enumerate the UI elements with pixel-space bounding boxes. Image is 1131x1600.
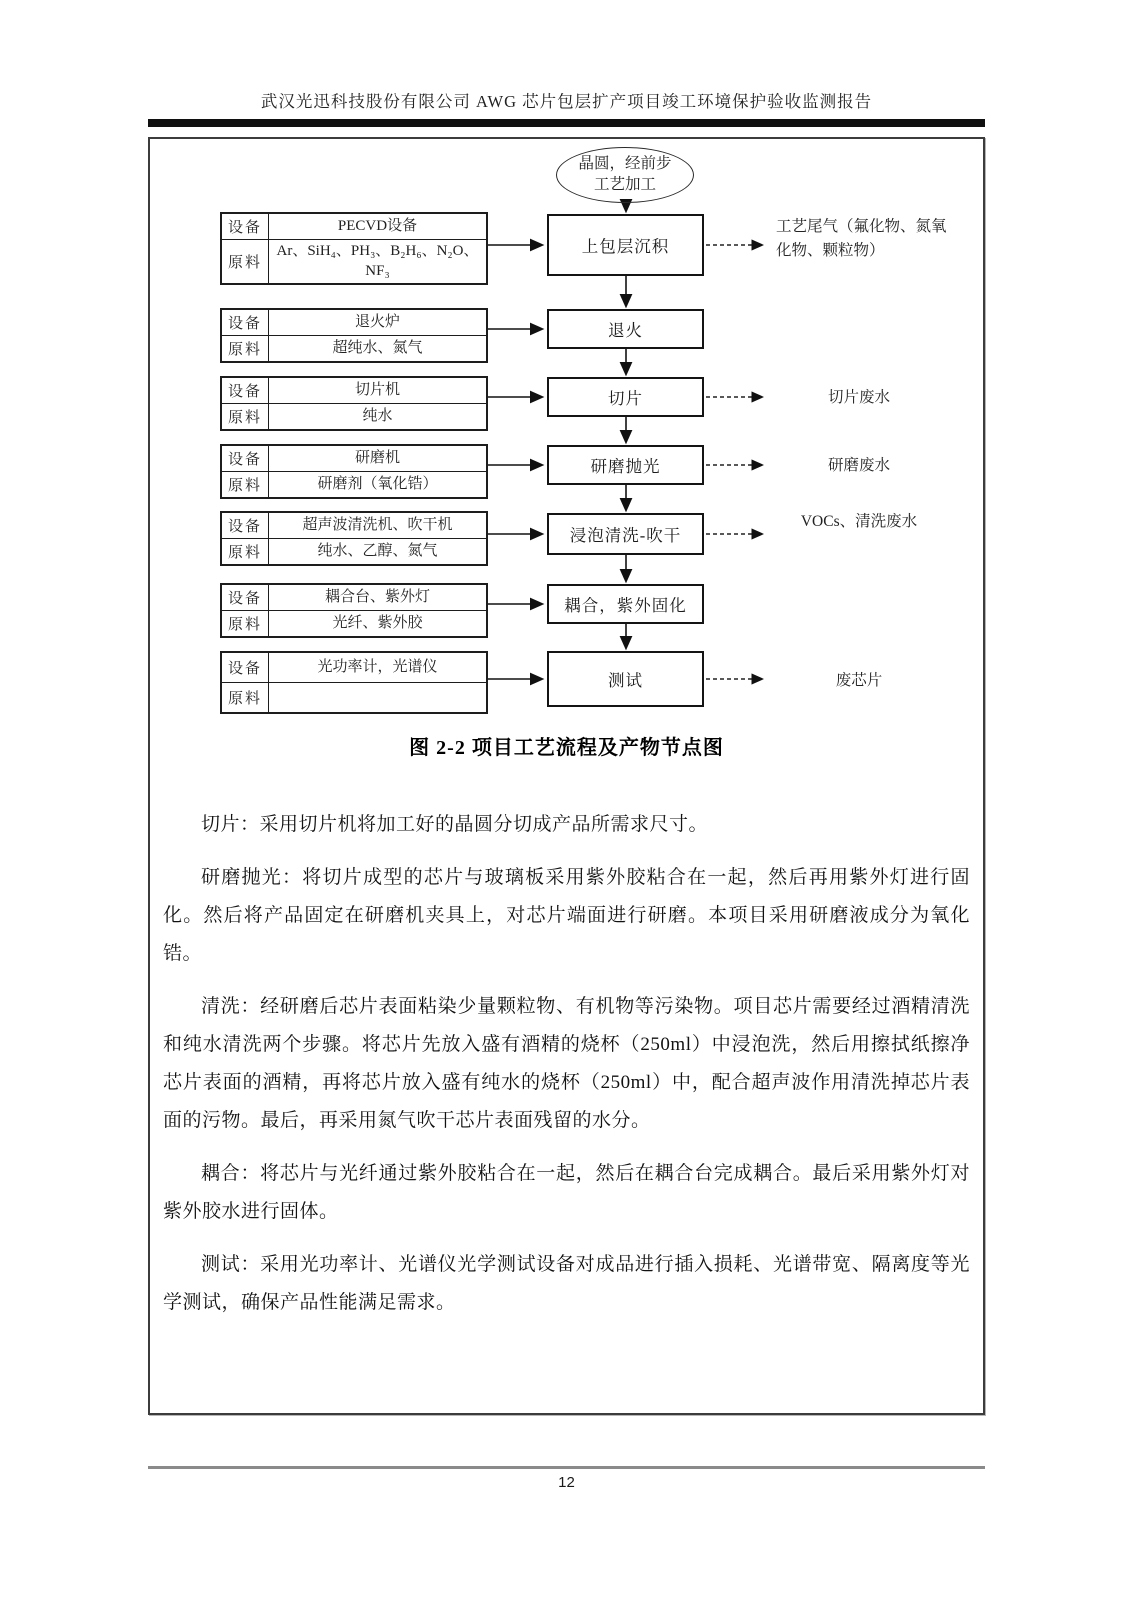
document-header: 武汉光迅科技股份有限公司 AWG 芯片包层扩产项目竣工环境保护验收监测报告: [260, 92, 873, 111]
flow-start-node: 晶圆，经前步工艺加工: [556, 147, 694, 203]
body-text: [150, 806, 983, 1322]
material-value: 超纯水、氮气: [332, 340, 423, 357]
equipment-value: 退火炉: [354, 314, 400, 331]
page-number: 12: [558, 1474, 575, 1491]
process-node-soak-clean-dry: 浸泡清洗-吹干: [547, 513, 704, 555]
content-box: [148, 137, 985, 1415]
equipment-material-table-grinding: [220, 444, 488, 499]
material-row: [222, 471, 486, 497]
paragraph-dicing: 切片：采用切片机将加工好的晶圆分切成产品所需求尺寸。: [201, 814, 709, 835]
material-value: 研磨剂（氧化锆）: [317, 476, 438, 493]
process-node-dicing: 切片: [547, 377, 704, 417]
equipment-value: 耦合台、紫外灯: [324, 589, 430, 606]
equipment-row: [222, 585, 486, 610]
material-key: 原料: [222, 539, 269, 564]
paragraph-testing: 测试：采用光功率计、光谱仪光学测试设备对成品进行插入损耗、光谱带宽、隔离度等光学测试，确保产品性能满足需求。: [163, 1254, 970, 1313]
equipment-row: [222, 378, 486, 403]
figure-caption: 图 2-2 项目工艺流程及产物节点图: [409, 737, 724, 759]
equipment-row: [222, 214, 486, 239]
material-row: [222, 335, 486, 361]
material-key: 原料: [222, 611, 269, 636]
equipment-value: 切片机: [354, 382, 400, 399]
material-row: [222, 610, 486, 636]
equipment-row: [222, 446, 486, 471]
process-node-cladding-deposition: 上包层沉积: [547, 214, 704, 276]
paragraph-cleaning: 清洗：经研磨后芯片表面粘染少量颗粒物、有机物等污染物。项目芯片需要经过酒精清洗和纯水清洗两个步骤。将芯片先放入盛有酒精的烧杯（250ml）中浸泡洗，然后用擦拭纸擦净芯片表面的酒精，再将芯片放入盛有纯水的烧杯（250ml）中，配合超声波作用清洗掉芯片表面的污物。最后，再采用氮气吹干芯片表面残留的水分。: [163, 996, 970, 1131]
material-row: [222, 682, 486, 712]
equipment-material-table-testing: [220, 651, 488, 714]
equipment-value: 超声波清洗机、吹干机: [302, 517, 453, 534]
header-double-rule: [148, 119, 985, 127]
equipment-material-table-anneal: [220, 308, 488, 363]
equipment-key: 设备: [222, 310, 269, 335]
material-value: Ar、SiH₄、PH₃、B₂H₆、N₂O、NF₃: [276, 243, 479, 280]
equipment-key: 设备: [222, 214, 269, 239]
equipment-value: PECVD设备: [337, 218, 418, 235]
material-key: 原料: [222, 472, 269, 497]
equipment-row: [222, 310, 486, 335]
material-value: 纯水、乙醇、氮气: [317, 543, 438, 560]
material-row: [222, 239, 486, 283]
material-key: 原料: [222, 336, 269, 361]
process-node-grind-polish: 研磨抛光: [547, 445, 704, 485]
paragraph-coupling: 耦合：将芯片与光纤通过紫外胶粘合在一起，然后在耦合台完成耦合。最后采用紫外灯对紫外胶水进行固体。: [163, 1163, 970, 1222]
equipment-material-table-cleaning: [220, 511, 488, 566]
equipment-key: 设备: [222, 653, 269, 682]
equipment-material-table-dicing: [220, 376, 488, 431]
material-key: 原料: [222, 404, 269, 429]
process-node-anneal: 退火: [547, 309, 704, 349]
equipment-key: 设备: [222, 585, 269, 610]
emission-label-vocs-wastewater: VOCs、清洗废水: [800, 513, 918, 530]
emission-label-grinding-wastewater: 研磨废水: [827, 457, 890, 474]
process-node-test: 测试: [547, 651, 704, 707]
material-value: 光纤、紫外胶: [332, 615, 423, 632]
equipment-material-table-coupling: [220, 583, 488, 638]
emission-label-waste-chips: 废芯片: [835, 672, 883, 689]
material-row: [222, 403, 486, 429]
process-node-coupling-uv-cure: 耦合，紫外固化: [547, 584, 704, 624]
equipment-row: [222, 653, 486, 682]
material-key: 原料: [222, 240, 269, 283]
material-value: 纯水: [362, 408, 393, 425]
equipment-key: 设备: [222, 513, 269, 538]
equipment-key: 设备: [222, 378, 269, 403]
equipment-key: 设备: [222, 446, 269, 471]
paragraph-grind-polish: 研磨抛光：将切片成型的芯片与玻璃板采用紫外胶粘合在一起，然后再用紫外灯进行固化。然后将产品固定在研磨机夹具上，对芯片端面进行研磨。本项目采用研磨液成分为氧化锆。: [163, 867, 970, 964]
equipment-material-table-pecvd: [220, 212, 488, 285]
emission-label-tail-gas: 工艺尾气（氟化物、氮氧化物、颗粒物）: [776, 218, 947, 260]
equipment-value: 研磨机: [354, 450, 400, 467]
equipment-value: 光功率计，光谱仪: [317, 659, 438, 676]
equipment-row: [222, 513, 486, 538]
footer-rule: [148, 1466, 985, 1469]
material-value: [269, 683, 486, 712]
emission-label-dicing-wastewater: 切片废水: [827, 389, 890, 406]
material-row: [222, 538, 486, 564]
process-flowchart: [150, 139, 983, 717]
material-key: 原料: [222, 683, 269, 712]
